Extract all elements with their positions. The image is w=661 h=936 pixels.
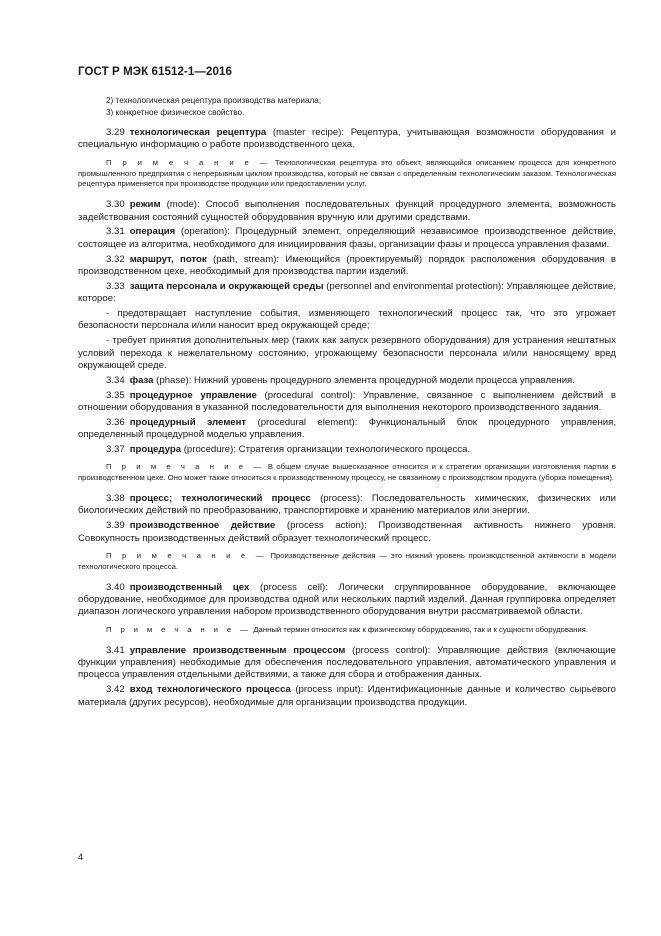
note-text: В общем случае вышесказанное относится и к стратегии организации изготовления партии в производственном цехе. Оно может также относиться к производственному процессу, не связанному с производством продукта (уборка помещения). — [78, 462, 616, 483]
definition-number: 3.32 — [106, 253, 125, 265]
definition-3-36 — [78, 417, 616, 442]
definition-term: процедурный элемент — [129, 416, 247, 428]
definition-term: вход технологического процесса — [129, 684, 291, 696]
list-item: 2) технологическая рецептура производства материала; — [106, 96, 322, 105]
definition-number: 3.40 — [106, 581, 125, 593]
definition-number: 3.29 — [106, 127, 125, 138]
definition-text: (process action): Производственная активность нижнего уровня. Совокупность производственных действий образует технологический процесс. — [78, 520, 617, 544]
definition-number: 3.30 — [106, 199, 125, 211]
note-3-29 — [78, 158, 616, 190]
page-number: 4 — [78, 852, 84, 862]
definition-term: защита персонала и окружающей среды — [129, 280, 324, 292]
definition-number: 3.41 — [106, 644, 125, 656]
note-text: Производственные действия — это нижний уровень производственной активности в модели технологического процесса. — [78, 551, 617, 571]
definition-term: технологическая рецептура — [129, 127, 267, 138]
definition-number: 3.34 — [106, 374, 125, 386]
standard-header: ГОСТ Р МЭК 61512-1—2016 — [78, 66, 232, 78]
definition-term: процесс; технологический процесс — [129, 493, 311, 505]
definition-3-34 — [78, 375, 616, 387]
definition-number: 3.37 — [106, 444, 125, 456]
definition-text: (procedure): Стратегия организации технологического процесса. — [181, 444, 471, 456]
definition-number: 3.35 — [106, 389, 125, 401]
definition-text: (phase): Нижний уровень процедурного элемента процедурной модели процесса управления. — [153, 374, 575, 386]
note-text: Данный термин относится как к физическому оборудованию, так и к сущности оборудования. — [253, 624, 588, 634]
definition-3-33-item-1: - предотвращает наступление события, изменяющего технологический процесс так, что это угрожает безопасности персонала и/или наносит вред окружающей среде; — [78, 308, 616, 332]
definition-3-35 — [78, 390, 616, 415]
note-text: Технологическая рецептура это объект, являющийся описанием процесса для конкретного промышленного предприятия с непрерывным циклом производства, который не связан с определенным технологическим заказом. Технологическая рецептура применяется при производстве продукции или предоставлении услуг. — [78, 157, 616, 189]
definition-number: 3.31 — [106, 226, 125, 238]
definition-3-37 — [78, 444, 616, 456]
definition-text: (mode): Способ выполнения последовательных функций процедурного элемента, возможность задействования состояний сущностей оборудования вручную или другими средствами. — [78, 199, 616, 223]
definition-number: 3.38 — [106, 493, 125, 505]
definition-3-38 — [78, 493, 616, 518]
definition-number: 3.39 — [106, 520, 125, 532]
definition-text: (path, stream): Имеющийся (проектируемый) порядок расположения оборудования в производственном цехе, необходимый для производства партии изделий. — [78, 253, 616, 278]
definition-term: операция — [129, 226, 176, 238]
definition-number: 3.42 — [106, 684, 125, 696]
definition-3-33 — [78, 281, 616, 306]
definition-term: производственное действие — [129, 520, 276, 532]
definition-text: (personnel and environmental protection): Управляющее действие, которое: — [78, 280, 617, 305]
definition-number: 3.33 — [106, 280, 125, 292]
definition-text: (procedural element): Функциональный блок процедурного управления, определенный процедурной моделью управления. — [78, 416, 616, 441]
definition-text: (process cell): Логически сгруппированное оборудование, включающее оборудование, необходимое для производства одной или нескольких партий изделий. Данная группировка определяет диапазон логического управления набором производственного оборудования внутри рассматриваемой области. — [78, 581, 616, 618]
note-label: П р и м е ч а н и е — — [106, 624, 252, 634]
definition-term: процедура — [129, 444, 182, 456]
definition-text: (procedural control): Управление, связанное с выполнением действий в отношении оборудования в указанной последовательности для выполнения некоторого производственного задания. — [78, 389, 616, 414]
definition-term: процедурное управление — [129, 389, 257, 401]
definition-3-41 — [78, 645, 616, 682]
definition-3-32 — [78, 254, 616, 279]
note-label: П р и м е ч а н и е — — [106, 462, 265, 472]
note-label: П р и м е ч а н и е — — [106, 551, 267, 561]
document-body — [78, 95, 616, 711]
definition-3-42 — [78, 684, 616, 709]
definition-term: режим — [129, 199, 161, 211]
definition-3-30 — [78, 199, 616, 224]
definition-3-39 — [78, 520, 616, 545]
note-3-37 — [78, 462, 616, 484]
definition-text: (master recipe): Рецептура, учитывающая возможности оборудования и специальную информацию о работе производственного цеха. — [78, 127, 616, 151]
definition-3-33-item-2: - требует принятия дополнительных мер (таких как запуск резервного оборудования) для устранения нештатных условий перехода к нежелательному состоянию, угрожающему безопасности персонала и/или наносящему вред окружающей среде. — [78, 335, 616, 372]
definition-3-31 — [78, 226, 616, 251]
definition-term: фаза — [129, 374, 154, 386]
definition-number: 3.36 — [106, 416, 125, 428]
note-3-40 — [78, 625, 616, 636]
definition-text: (process control): Управляющие действия (включающие функции управления) необходимые для обеспечения последовательного управления, автоматического управления и процесса управления отдельными действиями, а также для сбора и отображения данных. — [78, 644, 616, 681]
definition-text: (operation): Процедурный элемент, определяющий независимое производственное действие, состоящее из алгоритма, необходимого для инициирования фазы, организации фазы и процесса управления фазами. — [78, 226, 616, 250]
note-label: П р и м е ч а н и е — — [106, 157, 271, 167]
definition-3-40 — [78, 582, 616, 619]
definition-term: маршрут, поток — [129, 253, 207, 265]
definition-term: производственный цех — [129, 581, 250, 593]
definition-text: (process): Последовательность химических, физических или биологических действий по преобразованию, транспортировке и хранению материалов или энергии. — [78, 493, 616, 517]
note-3-39 — [78, 551, 616, 573]
list-item: 3) конкретное физическое свойство. — [106, 108, 245, 117]
definition-term: управление производственным процессом — [129, 644, 346, 656]
definition-3-29 — [78, 127, 616, 152]
definition-text: (process input): Идентификационные данные и количество сырьевого материала (других ресурсов), необходимые для организации производства продукции. — [78, 684, 617, 708]
